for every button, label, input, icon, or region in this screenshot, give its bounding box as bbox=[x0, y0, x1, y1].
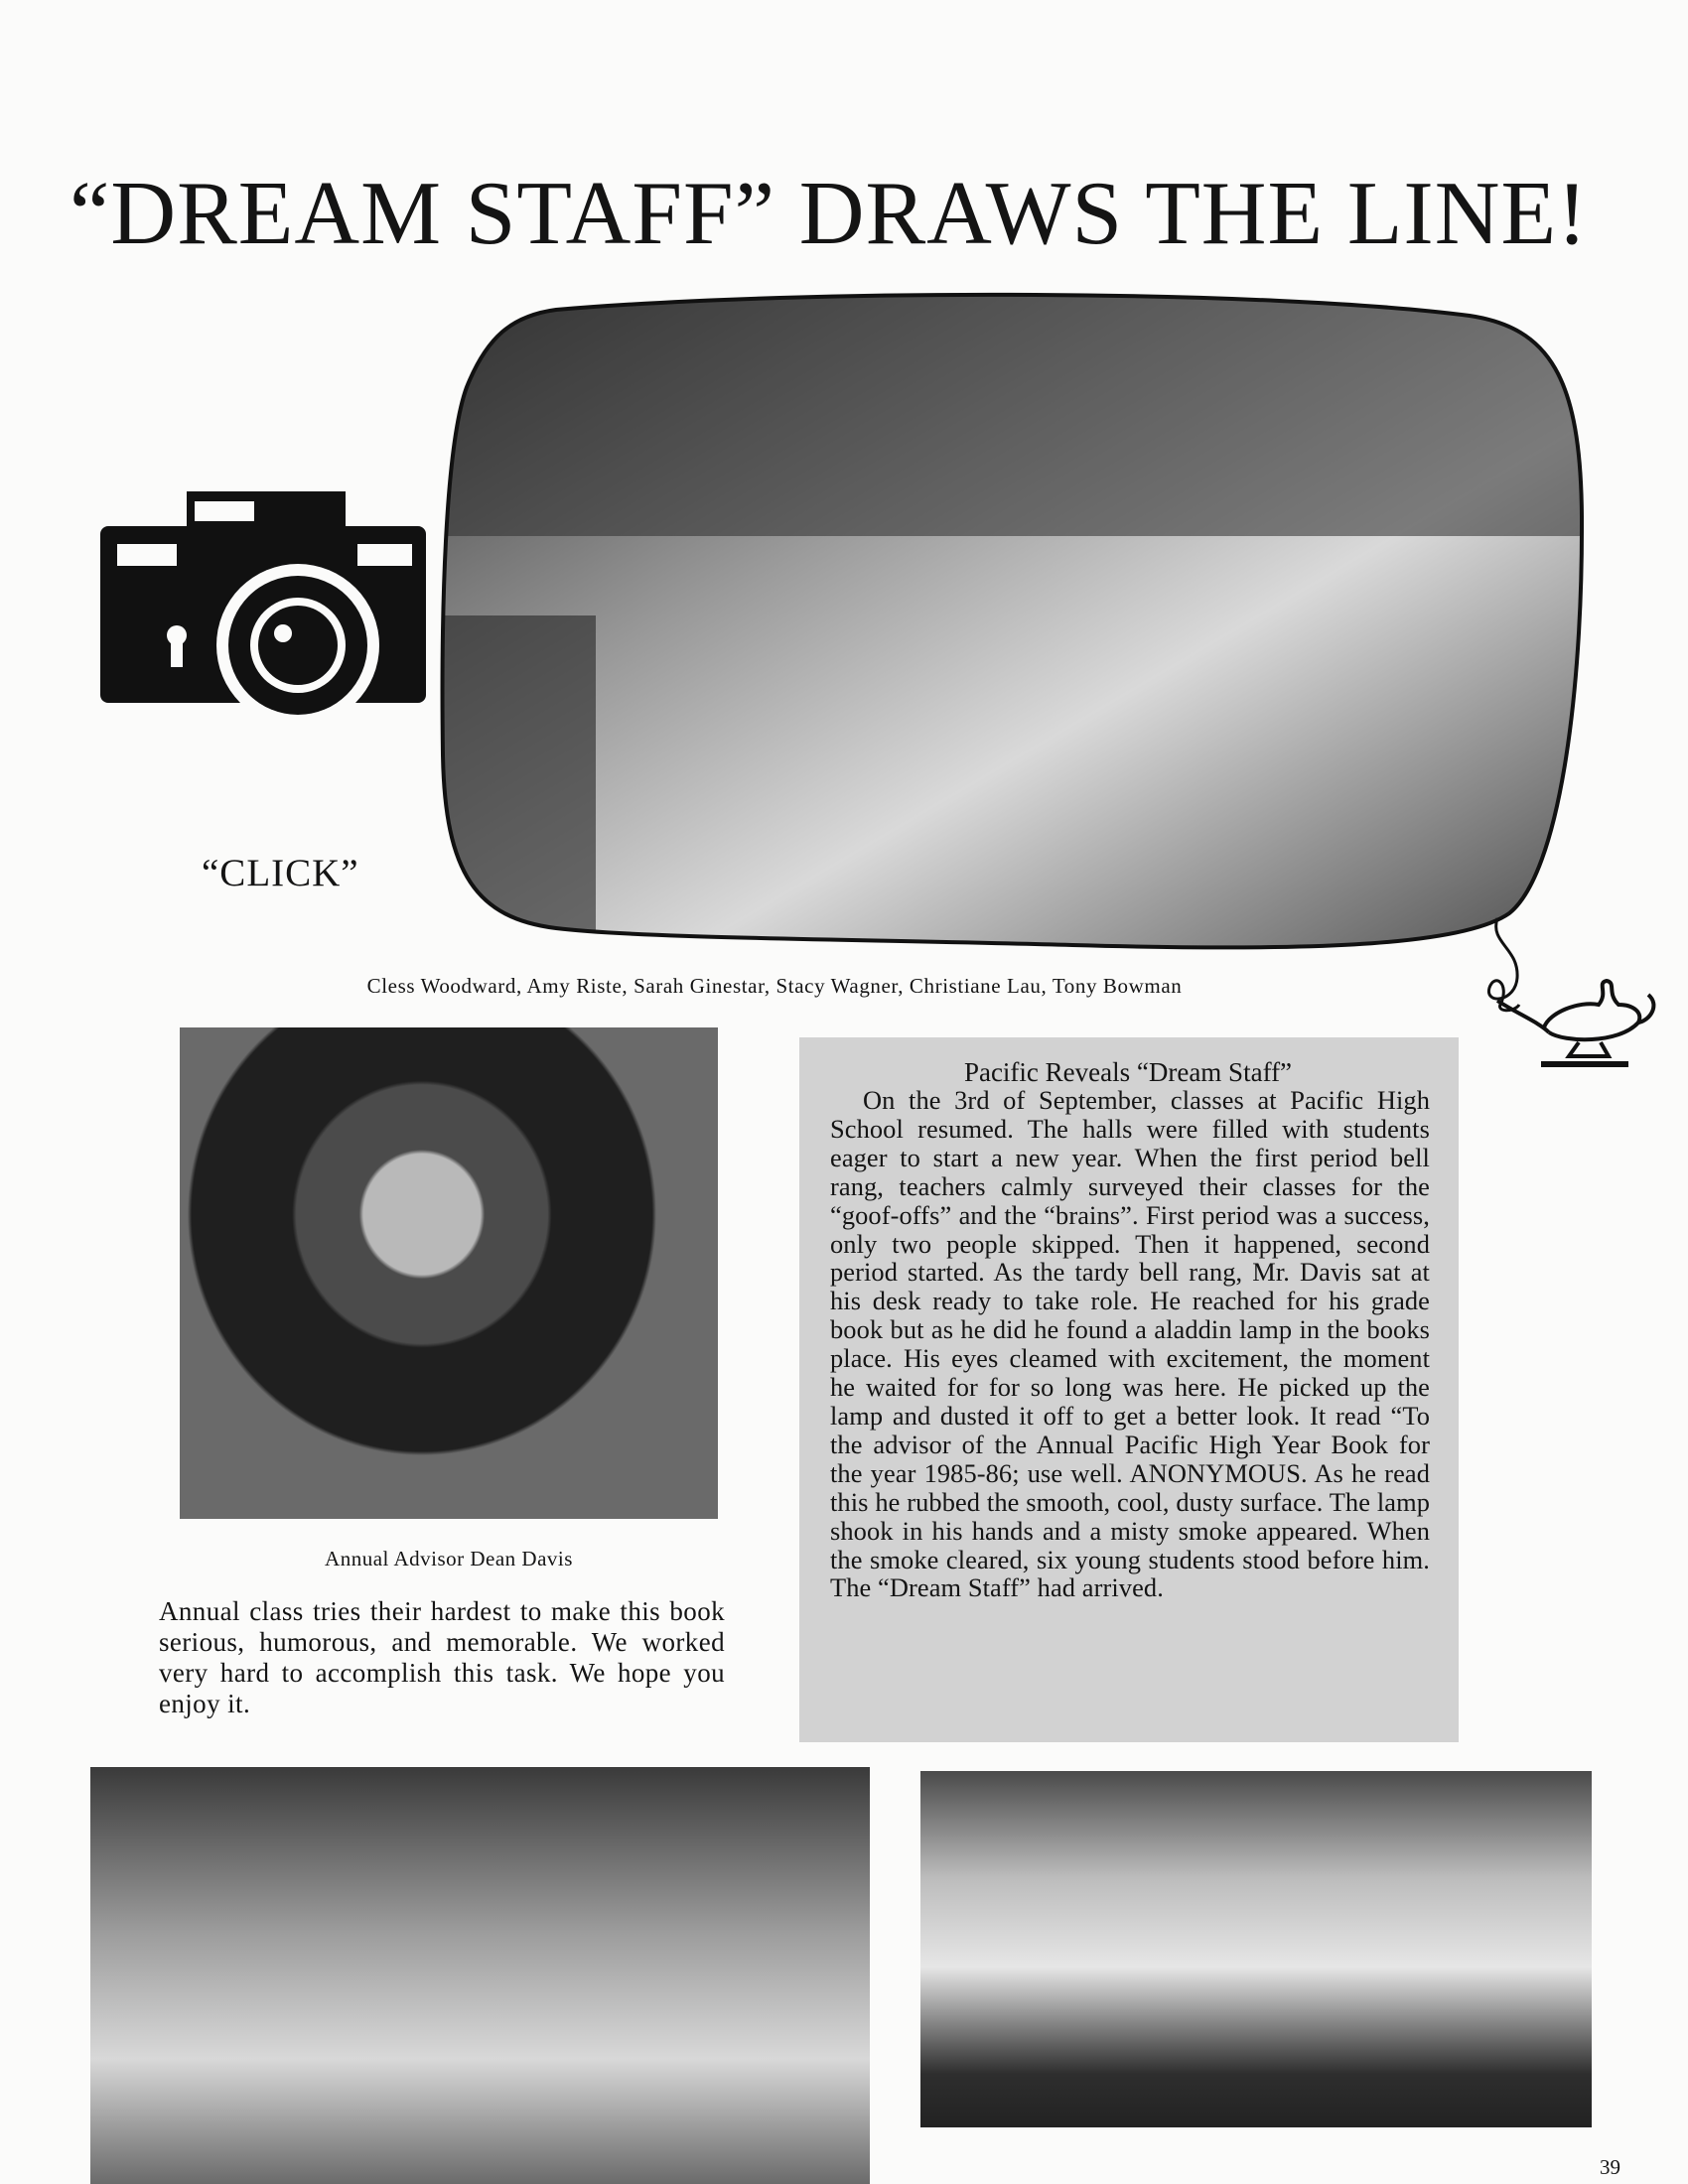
camera-click-label: “CLICK” bbox=[202, 852, 359, 894]
page-title: “DREAM STAFF” DRAWS THE LINE! bbox=[70, 162, 1589, 263]
group-photo-caption: Cless Woodward, Amy Riste, Sarah Ginestar, Stacy Wagner, Christiane Lau, Tony Bowman bbox=[366, 974, 1183, 998]
aladdin-lamp-icon bbox=[1497, 981, 1653, 1064]
staff-group-photo-left bbox=[90, 1767, 870, 2184]
speech-bubble-tail bbox=[1488, 918, 1519, 1011]
group-photo bbox=[437, 288, 1589, 963]
advisor-photo bbox=[180, 1027, 718, 1519]
advisor-caption: Annual Advisor Dean Davis bbox=[325, 1547, 573, 1570]
story-body: On the 3rd of September, classes at Pacific High School resumed. The halls were filled with students eager to start a new year. When the first period bell rang, teachers calmly surveyed their classes for the “goof-offs” and the “brains”. First period was a success, only two people skipped. Then it happened, second period started. As the tardy bell rang, Mr. Davis sat at his desk ready to take role. He reached for his grade book but as he did he found a aladdin lamp in the books place. His eyes cleamed with excitement, the moment he waited for for so long was here. He picked up the lamp and dusted it off to get a better look. It read “To the advisor of the Annual Pacific High Year Book for the year 1985-86; use well. ANONYMOUS. As he read this he rubbed the smooth, cool, dusty surface. The lamp shook in his hands and a misty smoke appeared. When the smoke cleared, six young students stood before him. The “Dream Staff” had arrived. bbox=[830, 1085, 1430, 1603]
staff-group-photo-right bbox=[920, 1771, 1592, 2127]
camera-icon bbox=[100, 491, 426, 727]
annual-class-text: Annual class tries their hardest to make this book serious, humorous, and memorable. We worked very hard to accomplish this task. We hope you enjoy it. bbox=[159, 1596, 725, 1718]
story-headline: Pacific Reveals “Dream Staff” bbox=[963, 1057, 1293, 1087]
page-number: 39 bbox=[1600, 2155, 1620, 2179]
